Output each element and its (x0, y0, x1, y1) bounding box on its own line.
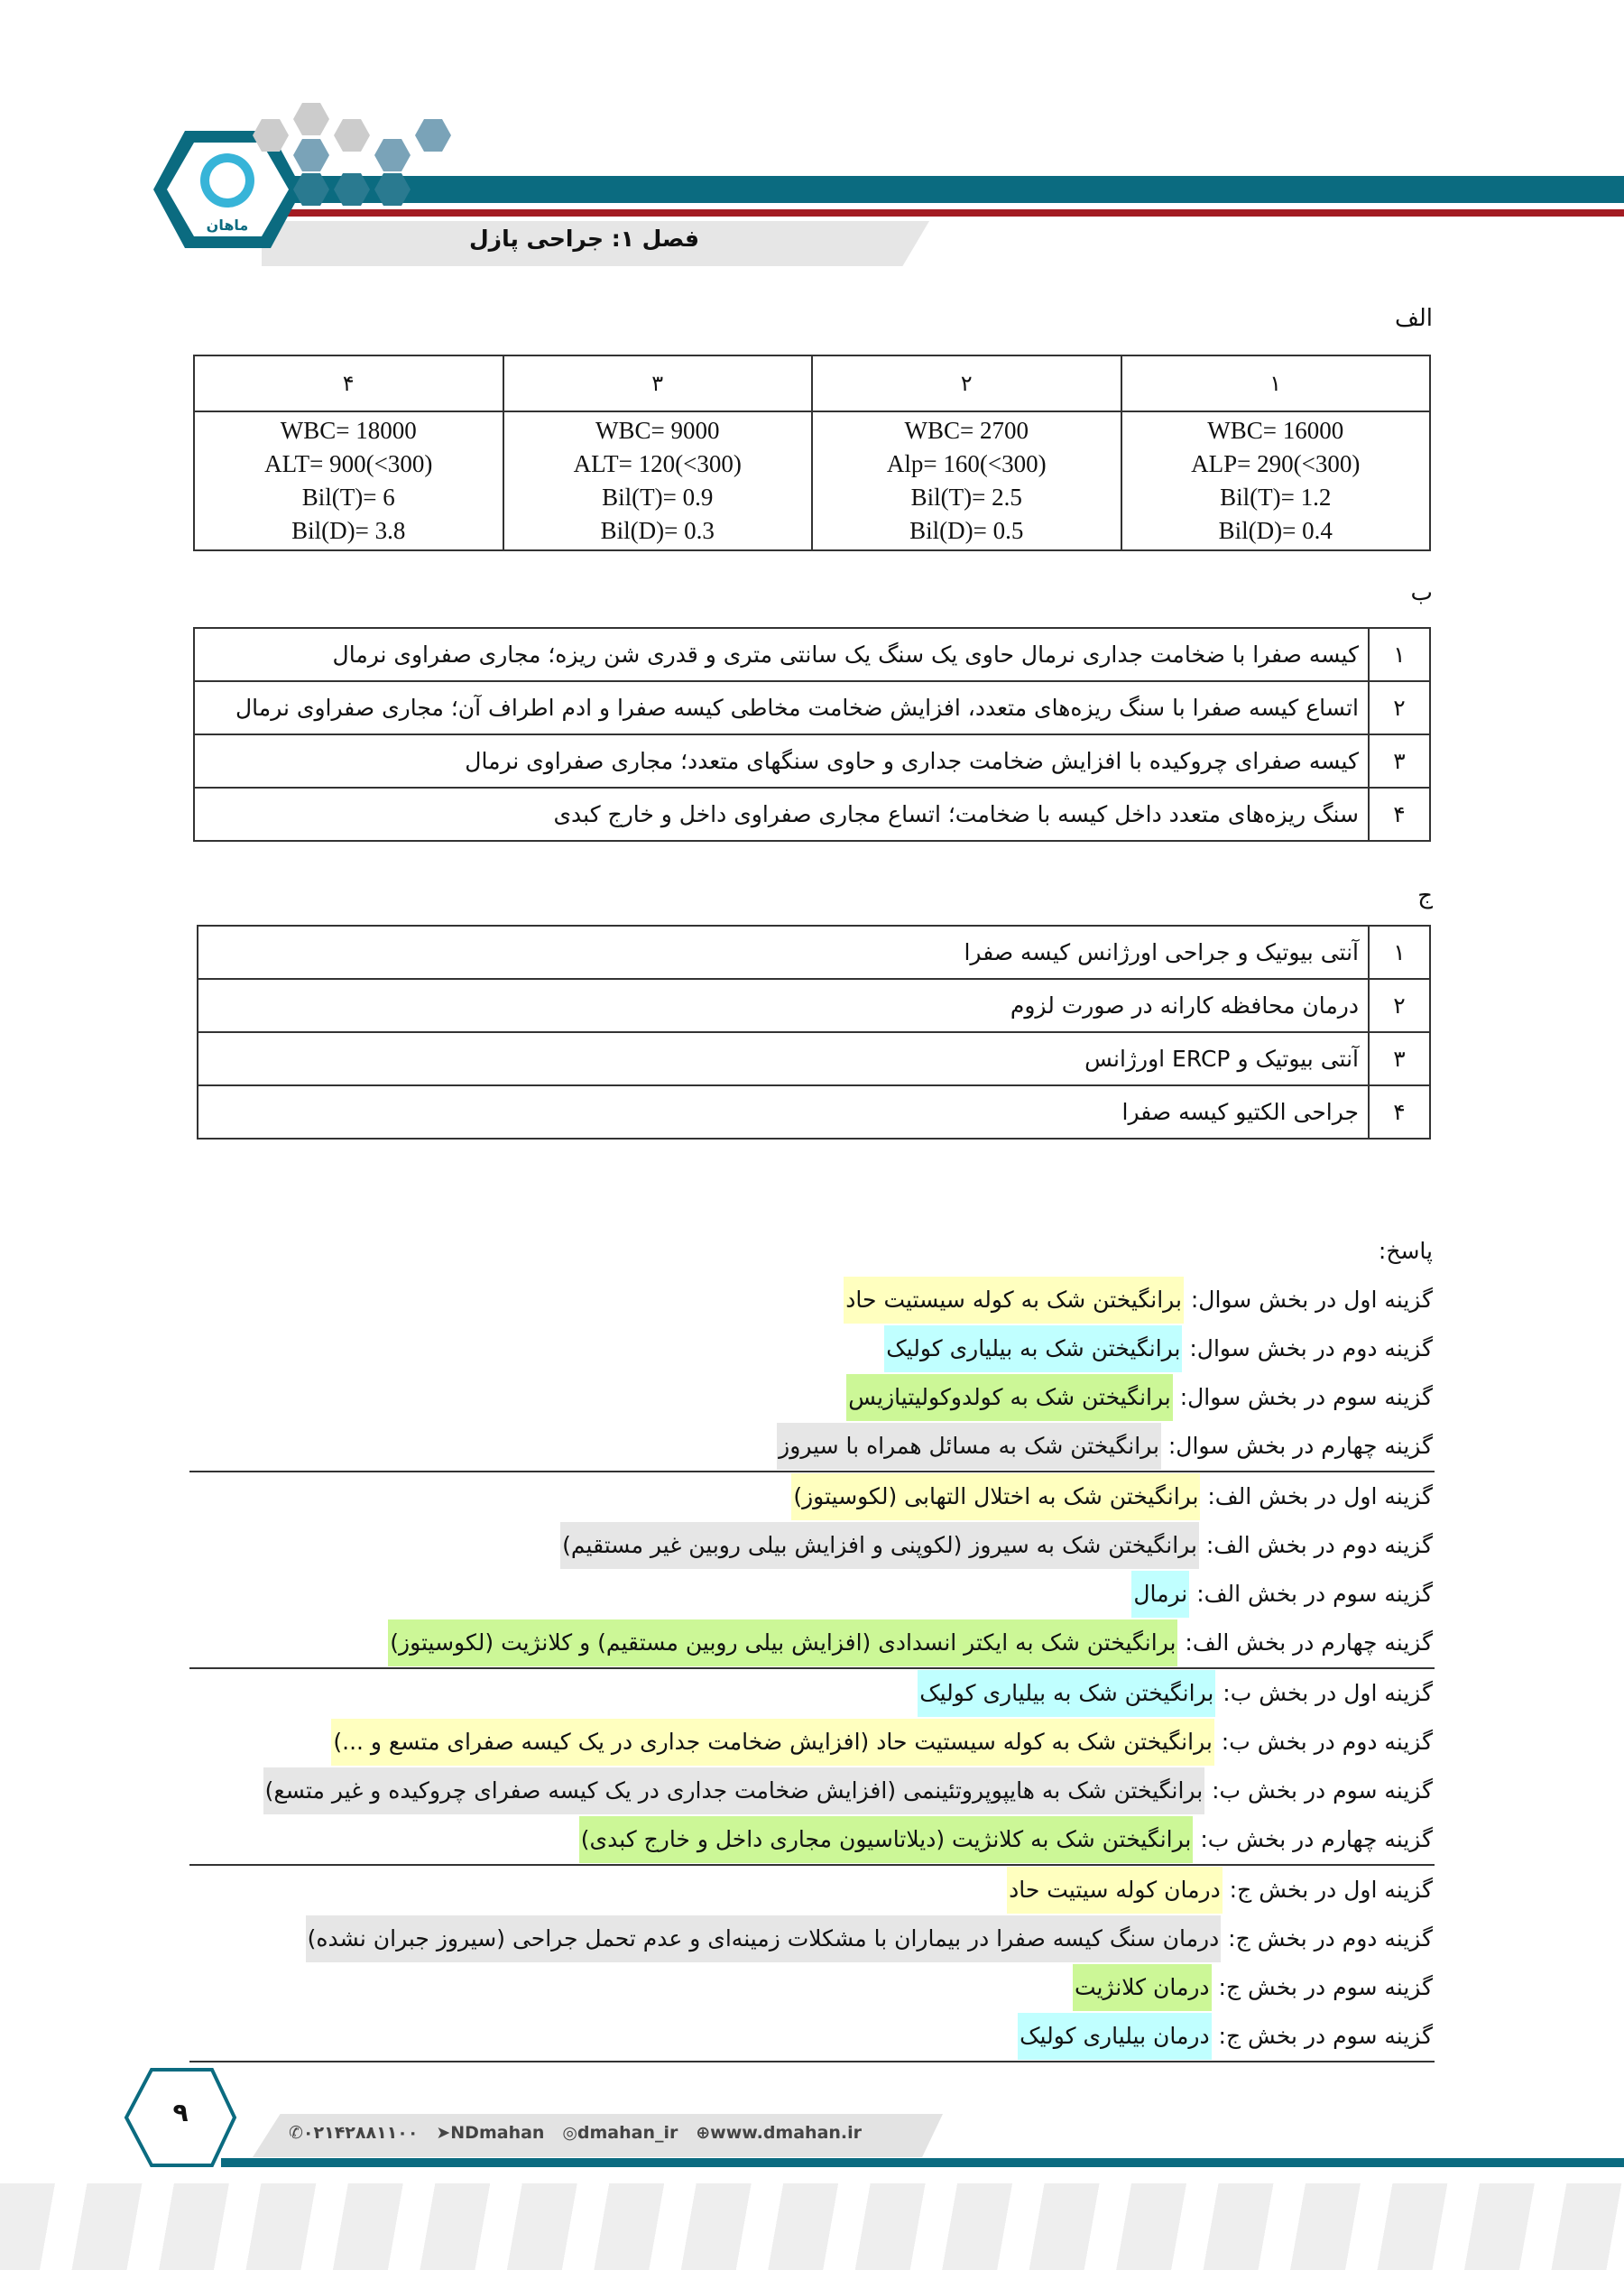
answer-highlight: نرمال (1131, 1571, 1189, 1618)
table-row: ۳ کیسه صفرای چروکیده با افزایش ضخامت جداری و حاوی سنگهای متعدد؛ مجاری صفراوی نرمال (194, 734, 1430, 788)
table-row: ۴ جراحی الکتیو کیسه صفرا (198, 1085, 1430, 1139)
answer-line (189, 1472, 1435, 1521)
answer-line (189, 1915, 1435, 1963)
column-header: ۳ (503, 355, 813, 411)
section-b-label: ب (1410, 579, 1433, 606)
section-a-label: الف (1394, 305, 1433, 332)
answer-prefix: گزینه اول در بخش ب: (1215, 1680, 1433, 1706)
phone: ۰۲۱۴۲۸۸۱۱۰۰ (302, 2123, 419, 2143)
answer-prefix: گزینه اول در بخش ج: (1222, 1877, 1433, 1903)
header-red-line (271, 209, 1624, 217)
footer-teal-bar (221, 2158, 1624, 2167)
telegram: NDmahan (450, 2123, 545, 2143)
answer-line (189, 1422, 1435, 1471)
answer-prefix: گزینه سوم در بخش ب: (1204, 1777, 1433, 1804)
lab-cell: WBC= 18000 ALT= 900(<300) Bil(T)= 6 Bil(D)= 3.8 (194, 411, 503, 550)
answer-highlight: برانگیختن شک به هایپوپروتئینمی (افزایش ضخامت جداری در یک کیسه صفرای چروکیده و غیر متسع) (263, 1767, 1205, 1814)
answer-highlight: درمان کلانژیت (1073, 1964, 1212, 2011)
answer-highlight: برانگیختن شک به ایکتر انسدادی (افزایش بیلی روبین مستقیم) و کلانژیت (لکوسیتوز) (388, 1619, 1177, 1666)
table-row: ۳ آنتی بیوتیک و ERCP اورژانس (198, 1032, 1430, 1085)
answer-prefix: گزینه دوم در بخش ب: (1213, 1729, 1433, 1755)
answer-prefix: گزینه چهارم در بخش ب: (1193, 1826, 1433, 1852)
answer-line (189, 1767, 1435, 1815)
phone-icon: ✆ (289, 2123, 303, 2143)
answers-title: پاسخ: (1378, 1238, 1433, 1264)
table-row: ۱ کیسه صفرا با ضخامت جداری نرمال حاوی یک سنگ یک سانتی متری و قدری شن ریزه؛ مجاری صفراوی نرمال (194, 628, 1430, 681)
answer-highlight: برانگیختن شک به بیلیاری کولیک (918, 1670, 1215, 1717)
column-header: ۴ (194, 355, 503, 411)
group-separator (189, 2061, 1435, 2062)
answer-prefix: گزینه دوم در بخش الف: (1198, 1532, 1433, 1558)
lab-cell: WBC= 2700 Alp= 160(<300) Bil(T)= 2.5 Bil(D)= 0.5 (812, 411, 1121, 550)
answer-line (189, 1324, 1435, 1373)
answer-line (189, 1815, 1435, 1864)
answer-line (189, 1373, 1435, 1422)
answer-highlight: برانگیختن شک به کوله سیستیت حاد (844, 1277, 1184, 1324)
answer-prefix: گزینه سوم در بخش الف: (1189, 1581, 1433, 1607)
website[interactable]: www.dmahan.ir (710, 2123, 863, 2143)
answer-line (189, 1570, 1435, 1619)
answer-prefix: گزینه چهارم در بخش سوال: (1160, 1433, 1433, 1459)
answer-line (189, 1521, 1435, 1570)
answer-prefix: گزینه سوم در بخش سوال: (1172, 1384, 1433, 1410)
answer-highlight: برانگیختن شک به کولدوکولیتیازیس (846, 1374, 1172, 1421)
footer-contacts (289, 2123, 862, 2143)
answer-prefix: گزینه دوم در بخش ج: (1221, 1925, 1433, 1952)
instagram: dmahan_ir (577, 2123, 678, 2143)
instagram-icon: ◎ (562, 2123, 577, 2143)
answer-line (189, 2012, 1435, 2061)
logo-text: ماهان (206, 217, 249, 234)
answers-section (189, 1227, 1435, 2062)
lab-cell: WBC= 16000 ALP= 290(<300) Bil(T)= 1.2 Bil(D)= 0.4 (1121, 411, 1431, 550)
answer-highlight: برانگیختن شک به بیلیاری کولیک (884, 1325, 1182, 1372)
answer-line (189, 1276, 1435, 1324)
answer-highlight: برانگیختن شک به سیروز (لکوپنی و افزایش بیلی روبین غیر مستقیم) (560, 1522, 1199, 1569)
answer-line (189, 1963, 1435, 2012)
answer-highlight: برانگیختن شک به مسائل همراه با سیروز (777, 1423, 1161, 1470)
answer-highlight: درمان سنگ کیسه صفرا در بیماران با مشکلات زمینه‌ای و عدم تحمل جراحی (سیروز جبران نشده) (306, 1915, 1222, 1962)
answer-line (189, 1866, 1435, 1915)
answer-highlight: برانگیختن شک به اختلال التهابی (لکوسیتوز) (791, 1473, 1200, 1520)
answer-line (189, 1718, 1435, 1767)
footer-pattern (0, 2183, 1624, 2270)
answer-prefix: گزینه سوم در بخش ج: (1211, 1974, 1433, 2000)
answer-prefix: گزینه اول در بخش سوال: (1183, 1287, 1433, 1313)
answer-prefix: گزینه اول در بخش الف: (1200, 1483, 1433, 1509)
telegram-icon: ➤ (436, 2123, 451, 2143)
lab-cell: WBC= 9000 ALT= 120(<300) Bil(T)= 0.9 Bil(D)= 0.3 (503, 411, 813, 550)
chapter-title: فصل ۱: جراحی پازل (468, 226, 699, 252)
answer-prefix: گزینه چهارم در بخش الف: (1177, 1629, 1433, 1656)
table-row: ۲ درمان محافظه کارانه در صورت لزوم (198, 979, 1430, 1032)
globe-icon: ⊕ (696, 2123, 711, 2143)
logo-hexagons (117, 99, 460, 280)
section-c-label: ج (1417, 882, 1433, 909)
ultrasound-table (193, 627, 1431, 842)
table-row: ۲ اتساع کیسه صفرا با سنگ ریزه‌های متعدد، افزایش ضخامت مخاطی کیسه صفرا و ادم اطراف آن؛ مجاری صفراوی نرمال (194, 681, 1430, 734)
table-row: ۱ آنتی بیوتیک و جراحی اورژانس کیسه صفرا (198, 926, 1430, 979)
lab-results-table (193, 355, 1431, 551)
answer-line (189, 1619, 1435, 1667)
header-teal-bar (271, 176, 1624, 203)
column-header: ۲ (812, 355, 1121, 411)
page-number: ۹ (172, 2098, 189, 2127)
answer-prefix: گزینه سوم در بخش ج: (1211, 2023, 1433, 2049)
answer-highlight: درمان بیلیاری کولیک (1018, 2013, 1211, 2060)
column-header: ۱ (1121, 355, 1431, 411)
answer-highlight: درمان کوله سیتیت حاد (1007, 1867, 1223, 1914)
treatment-table (197, 925, 1431, 1140)
answer-highlight: برانگیختن شک به کلانژیت (دیلاتاسیون مجاری داخل و خارج کبدی) (579, 1816, 1194, 1863)
answer-line (189, 1669, 1435, 1718)
answer-prefix: گزینه دوم در بخش سوال: (1182, 1335, 1433, 1361)
table-row: ۴ سنگ ریزه‌های متعدد داخل کیسه با ضخامت؛ اتساع مجاری صفراوی داخل و خارج کبدی (194, 788, 1430, 841)
answer-highlight: برانگیختن شک به کوله سیستیت حاد (افزایش ضخامت جداری در یک کیسه صفرای متسع و ...) (331, 1719, 1213, 1766)
